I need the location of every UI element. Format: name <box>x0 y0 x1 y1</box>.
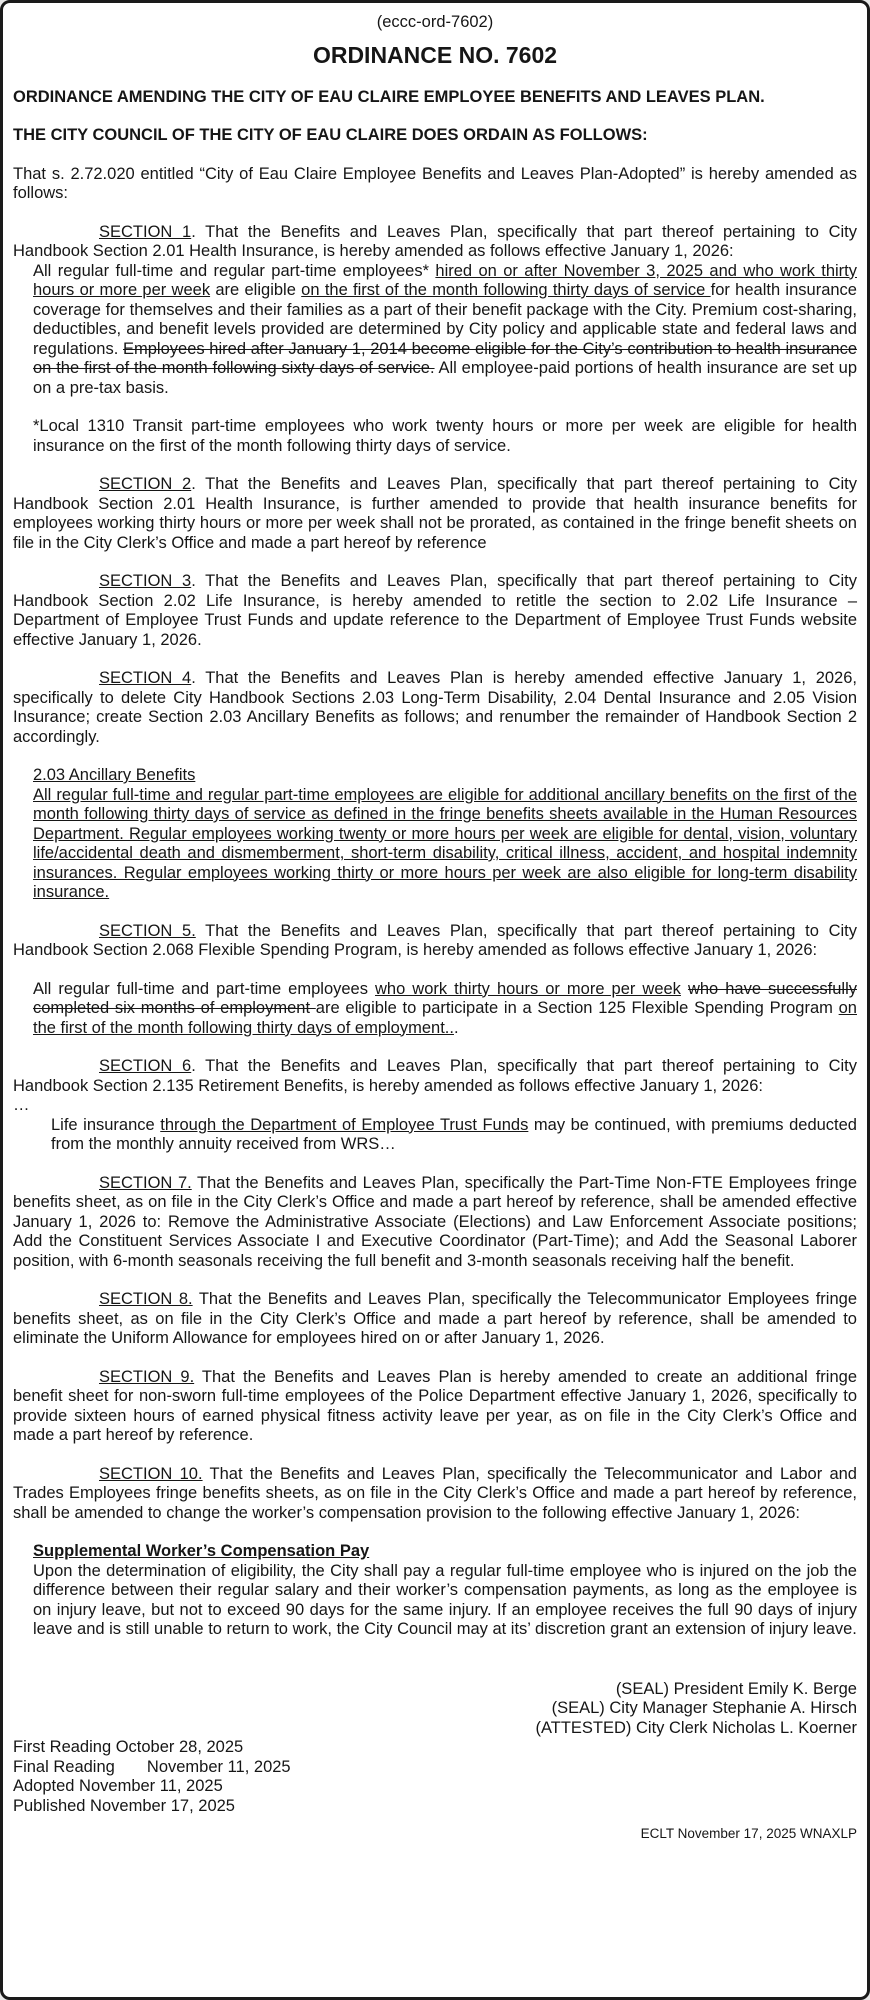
section-2 <box>13 475 857 553</box>
text-segment: ORDINANCE AMENDING THE CITY OF EAU CLAIRE EMPLOYEE BENEFITS AND LEAVES PLAN. <box>13 87 765 106</box>
text-segment: That the Benefits and Leaves Plan, specifically that part thereof pertaining to City Handbook Section 2.068 Flexible Spending Program, is hereby amended as follows effective January 1, 2026: <box>13 921 857 959</box>
text-segment: SECTION 10. <box>99 1464 203 1483</box>
text-segment: First Reading October 28, 2025 <box>13 1738 244 1756</box>
text-segment: SECTION 4 <box>99 669 192 687</box>
attested-city-clerk <box>13 1719 857 1739</box>
section-8 <box>13 1290 857 1349</box>
publisher-tag <box>13 1825 857 1842</box>
fsa-paragraph <box>33 980 857 1039</box>
ancillary-benefits-paragraph <box>33 786 857 903</box>
text-segment: (ATTESTED) City Clerk Nicholas L. Koerner <box>535 1718 857 1737</box>
caption-amending <box>13 88 857 108</box>
section-6 <box>13 1057 857 1096</box>
section-4 <box>13 669 857 747</box>
text-segment: SECTION 1 <box>99 222 192 241</box>
text-segment: on the first of the month following thirty days of employment.. <box>33 999 857 1037</box>
text-segment: . <box>453 1018 459 1037</box>
text-segment: SECTION 3 <box>99 572 192 590</box>
ordinance-title <box>13 42 857 69</box>
text-segment: for health insurance coverage for themselves and their families as a part of their benefit package with the City. Premium cost-sharing, deductibles, and benefit levels provided are determined by City policy and applicable state and federal laws and regulations. <box>33 281 857 358</box>
text-segment <box>681 980 688 998</box>
supplemental-pay-paragraph <box>33 1562 857 1640</box>
text-segment: . That the Benefits and Leaves Plan, specifically that part thereof pertaining to City Handbook Section 2.135 Retirement Benefits, is hereby amended as follows effective January 1, 2026: <box>13 1057 857 1095</box>
text-segment: who have successfully completed six months of employment <box>33 979 858 1017</box>
text-segment: SECTION 6 <box>99 1057 192 1075</box>
text-segment: . That the Benefits and Leaves Plan, specifically that part thereof pertaining to City Handbook Section 2.02 Life Insurance, is hereby amended to retitle the section to 2.02 Life Insurance – Department of Employee Trust Funds and update reference to the Department of Employee Trust Funds website effective January 1, 2026. <box>13 572 857 649</box>
text-segment: That the Benefits and Leaves Plan, specifically the Telecommunicator and Labor and Trades Employees fringe benefits sheets, as on file in the City Clerk’s Office and made a part hereof by reference, shall be amended to change the worker’s compensation provision to the following effective January 1, 2026: <box>13 1464 857 1522</box>
text-segment: may be continued, with premiums deducted from the monthly annuity received from WRS… <box>51 1115 857 1153</box>
text-segment: SECTION 9. <box>99 1367 195 1386</box>
section-7 <box>13 1174 857 1272</box>
text-segment: Final Reading November 11, 2025 <box>13 1757 291 1776</box>
text-segment: . That the Benefits and Leaves Plan is hereby amended effective January 1, 2026, specifically to delete City Handbook Sections 2.03 Long-Term Disability, 2.04 Dental Insurance and 2.05 Vision Insurance; create Section 2.03 Ancillary Benefits as follows; and renumber the remainder of Handbook Section 2 accordingly. <box>13 669 857 746</box>
text-segment: All regular full-time and regular part-time employees* <box>33 261 436 280</box>
text-segment: Employees hired after January 1, 2014 become eligible for the City’s contribution to health insurance on the first of the month following sixty days of service. <box>33 339 857 377</box>
text-segment: SECTION 7. <box>99 1173 192 1192</box>
section-5 <box>13 922 857 961</box>
published <box>13 1797 857 1817</box>
text-segment: All employee-paid portions of health insurance are set up on a pre-tax basis. <box>33 359 858 397</box>
text-segment: All regular full-time and part-time employees <box>33 979 376 998</box>
text-segment: That s. 2.72.020 entitled “City of Eau Claire Employee Benefits and Leaves Plan-Adopted” is hereby amended as follows: <box>13 164 857 202</box>
text-segment: (SEAL) President Emily K. Berge <box>615 1679 857 1698</box>
section-10 <box>13 1465 857 1524</box>
text-segment: Upon the determination of eligibility, the City shall pay a regular full-time employee who is injured on the job the difference between their regular salary and their worker’s compensation payments, as long as the employee is on injury leave, but not to exceed 90 days for the same injury. If an employee receives the full 90 days of injury leave and is still unable to return to work, the City Council may at its’ discretion grant an extension of injury leave. <box>33 1561 857 1638</box>
text-segment: Published November 17, 2025 <box>13 1796 235 1815</box>
transit-footnote <box>33 417 857 456</box>
final-reading <box>13 1758 857 1778</box>
text-segment: Adopted November 11, 2025 <box>13 1777 223 1795</box>
text-segment: That the Benefits and Leaves Plan, specifically the Part-Time Non-FTE Employees fringe benefits sheet, as on file in the City Clerk’s Office and made a part hereof by reference, shall be amended effective January 1, 2026 to: Remove the Administrative Associate (Elections) and Law Enforcement Associate positions; Add the Constituent Services Associate I and Executive Coordinator (Part-Time); and Add the Seasonal Laborer position, with 6-month seasonals receiving the full benefit and 3-month seasonals receiving half the benefit. <box>13 1173 857 1270</box>
first-reading <box>13 1738 857 1758</box>
text-segment: (eccc-ord-7602) <box>376 13 494 31</box>
text-segment: ECLT November 17, 2025 WNAXLP <box>640 1826 857 1841</box>
text-segment: That the Benefits and Leaves Plan, specifically the Telecommunicator Employees fringe benefits sheet, as on file in the City Clerk’s Office and made a part hereof by reference, shall be amended to eliminate the Uniform Allowance for employees hired on or after January 1, 2026. <box>13 1290 857 1347</box>
text-segment: through the Department of Employee Trust Funds <box>160 1115 529 1134</box>
text-segment: are eligible to participate in a Section 125 Flexible Spending Program <box>315 999 839 1017</box>
ordinance-code <box>13 13 857 33</box>
health-insurance-paragraph <box>33 262 857 399</box>
section-3 <box>13 572 857 650</box>
supplemental-pay-heading <box>33 1542 857 1562</box>
adopted <box>13 1777 857 1797</box>
text-segment: SECTION 5. <box>99 921 196 940</box>
text-segment: on the first of the month following thirty days of service <box>301 281 711 299</box>
text-segment: who work thirty hours or more per week <box>375 979 681 998</box>
text-segment: That the Benefits and Leaves Plan is hereby amended to create an additional fringe benefit sheet for non-sworn full-time employees of the Police Department effective January 1, 2026, specifically to provide sixteen hours of earned physical fitness activity leave per year, as on file in the City Clerk’s Office and made a part hereof by reference. <box>13 1367 857 1444</box>
intro-paragraph <box>13 165 857 204</box>
text-segment: 2.03 Ancillary Benefits <box>33 766 196 784</box>
text-segment: THE CITY COUNCIL OF THE CITY OF EAU CLAIRE DOES ORDAIN AS FOLLOWS: <box>13 126 648 144</box>
section-9 <box>13 1368 857 1446</box>
text-segment: SECTION 8. <box>99 1290 193 1308</box>
text-segment: hired on or after November 3, 2025 and who work thirty hours or more per week <box>33 261 857 299</box>
text-segment: Life insurance <box>51 1115 161 1134</box>
seal-city-manager <box>13 1699 857 1719</box>
text-segment: . That the Benefits and Leaves Plan, specifically that part thereof pertaining to City Handbook Section 2.01 Health Insurance, is further amended to provide that health insurance benefits for employees working thirty hours or more per week shall not be prorated, as contained in the fringe benefit sheets on file in the City Clerk’s Office and made a part hereof by reference <box>13 475 857 552</box>
text-segment: . That the Benefits and Leaves Plan, specifically that part thereof pertaining to City Handbook Section 2.01 Health Insurance, is hereby amended as follows effective January 1, 2026: <box>13 222 857 260</box>
caption-ordain <box>13 126 857 146</box>
text-segment: (SEAL) City Manager Stephanie A. Hirsch <box>551 1699 857 1717</box>
text-segment: *Local 1310 Transit part-time employees who work twenty hours or more per week are eligible for health insurance on the first of the month following thirty days of service. <box>33 417 857 455</box>
seal-president <box>13 1680 857 1700</box>
text-segment: Supplemental Worker’s Compensation Pay <box>33 1542 370 1560</box>
ancillary-benefits-heading <box>33 766 857 786</box>
life-insurance-paragraph <box>51 1116 857 1155</box>
document-body <box>13 13 857 1842</box>
text-segment: SECTION 2 <box>99 475 192 493</box>
text-segment: … <box>13 1096 30 1114</box>
text-segment: ORDINANCE NO. 7602 <box>312 41 558 68</box>
text-segment: are eligible <box>210 281 302 299</box>
ellipsis-line <box>13 1096 857 1116</box>
text-segment: All regular full-time and regular part-time employees are eligible for additional ancillary benefits on the first of the month following thirty days of service as defined in the fringe benefits sheets available in the Human Resources Department. Regular employees working twenty or more hours per week are eligible for dental, vision, voluntary life/accidental death and dismemberment, short-term disability, critical illness, accident, and hospital indemnity insurances. Regular employees working thirty or more hours per week are also eligible for long-term disability insurance. <box>33 785 857 901</box>
section-1 <box>13 223 857 262</box>
